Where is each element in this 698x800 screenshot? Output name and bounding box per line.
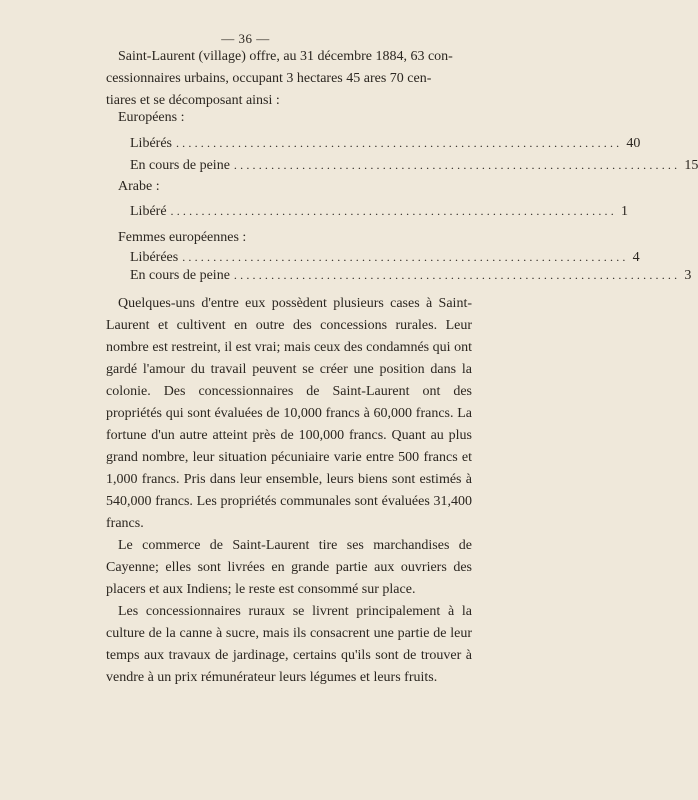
dot-leader: ........................................................................ <box>175 136 623 150</box>
dot-leader: ........................................................................ <box>233 268 681 282</box>
row-value: 3 <box>684 268 692 283</box>
table-row <box>130 247 640 267</box>
intro-line: cessionnaires urbains, occupant 3 hectares 45 ares 70 cen- <box>106 71 432 86</box>
page-number: — 36 — <box>221 31 270 46</box>
paragraph: Le commerce de Saint-Laurent tire ses marchandises de Cayenne; elles sont livrées en grande partie aux ouvriers des placers et aux Indiens; le reste est consommé sur place. <box>106 538 472 597</box>
dot-leader: ........................................................................ <box>233 158 681 172</box>
category-title: Arabe : <box>118 179 160 194</box>
row-label: En cours de peine <box>130 268 230 283</box>
intro-line: Saint-Laurent (village) offre, au 31 décembre 1884, 63 con- <box>118 49 453 64</box>
dot-leader: ........................................................................ <box>182 250 629 264</box>
row-value: 1 <box>620 204 628 219</box>
paragraph: Les concessionnaires ruraux se livrent principalement à la culture de la canne à sucre, mais ils consacrent une partie de leur temps aux travaux de jardinage, certains qu'ils sont de trouver à vendre à un prix rémunérateur leurs légumes et leurs fruits. <box>106 604 472 685</box>
row-value: 40 <box>626 136 641 151</box>
category-title: Européens : <box>118 110 185 125</box>
row-value: 15 <box>684 158 698 173</box>
intro-paragraph <box>106 46 472 112</box>
paragraph: Quelques-uns d'entre eux possèdent plusieurs cases à Saint-Laurent et cultivent en outre des concessions rurales. Leur nombre est restreint, il est vrai; mais ceux des condamnés qui ont gardé l'amour du travail peuvent se créer une position dans la colonie. Des concessionnaires de Saint-Laurent ont des propriétés qui sont évaluées de 10,000 francs à 60,000 francs. La fortune d'un autre atteint près de 100,000 francs. Quant au plus grand nombre, leur situation pécuniaire varie entre 500 francs et 1,000 francs. Pris dans leur ensemble, leurs biens sont estimés à 540,000 francs. Les propriétés communales sont évaluées 31,400 francs. <box>106 296 472 531</box>
table-row <box>130 265 692 285</box>
table-row <box>130 201 628 221</box>
row-label: Libéré <box>130 204 167 219</box>
table-row <box>130 133 641 153</box>
row-label: En cours de peine <box>130 158 230 173</box>
row-label: Libérés <box>130 136 172 151</box>
row-value: 4 <box>632 250 640 265</box>
category-title: Femmes européennes : <box>118 230 247 245</box>
body-text <box>106 293 472 689</box>
row-label: Libérées <box>130 250 179 265</box>
dot-leader: ........................................................................ <box>170 204 617 218</box>
table-row <box>130 155 698 175</box>
intro-line: tiares et se décomposant ainsi : <box>106 93 280 108</box>
